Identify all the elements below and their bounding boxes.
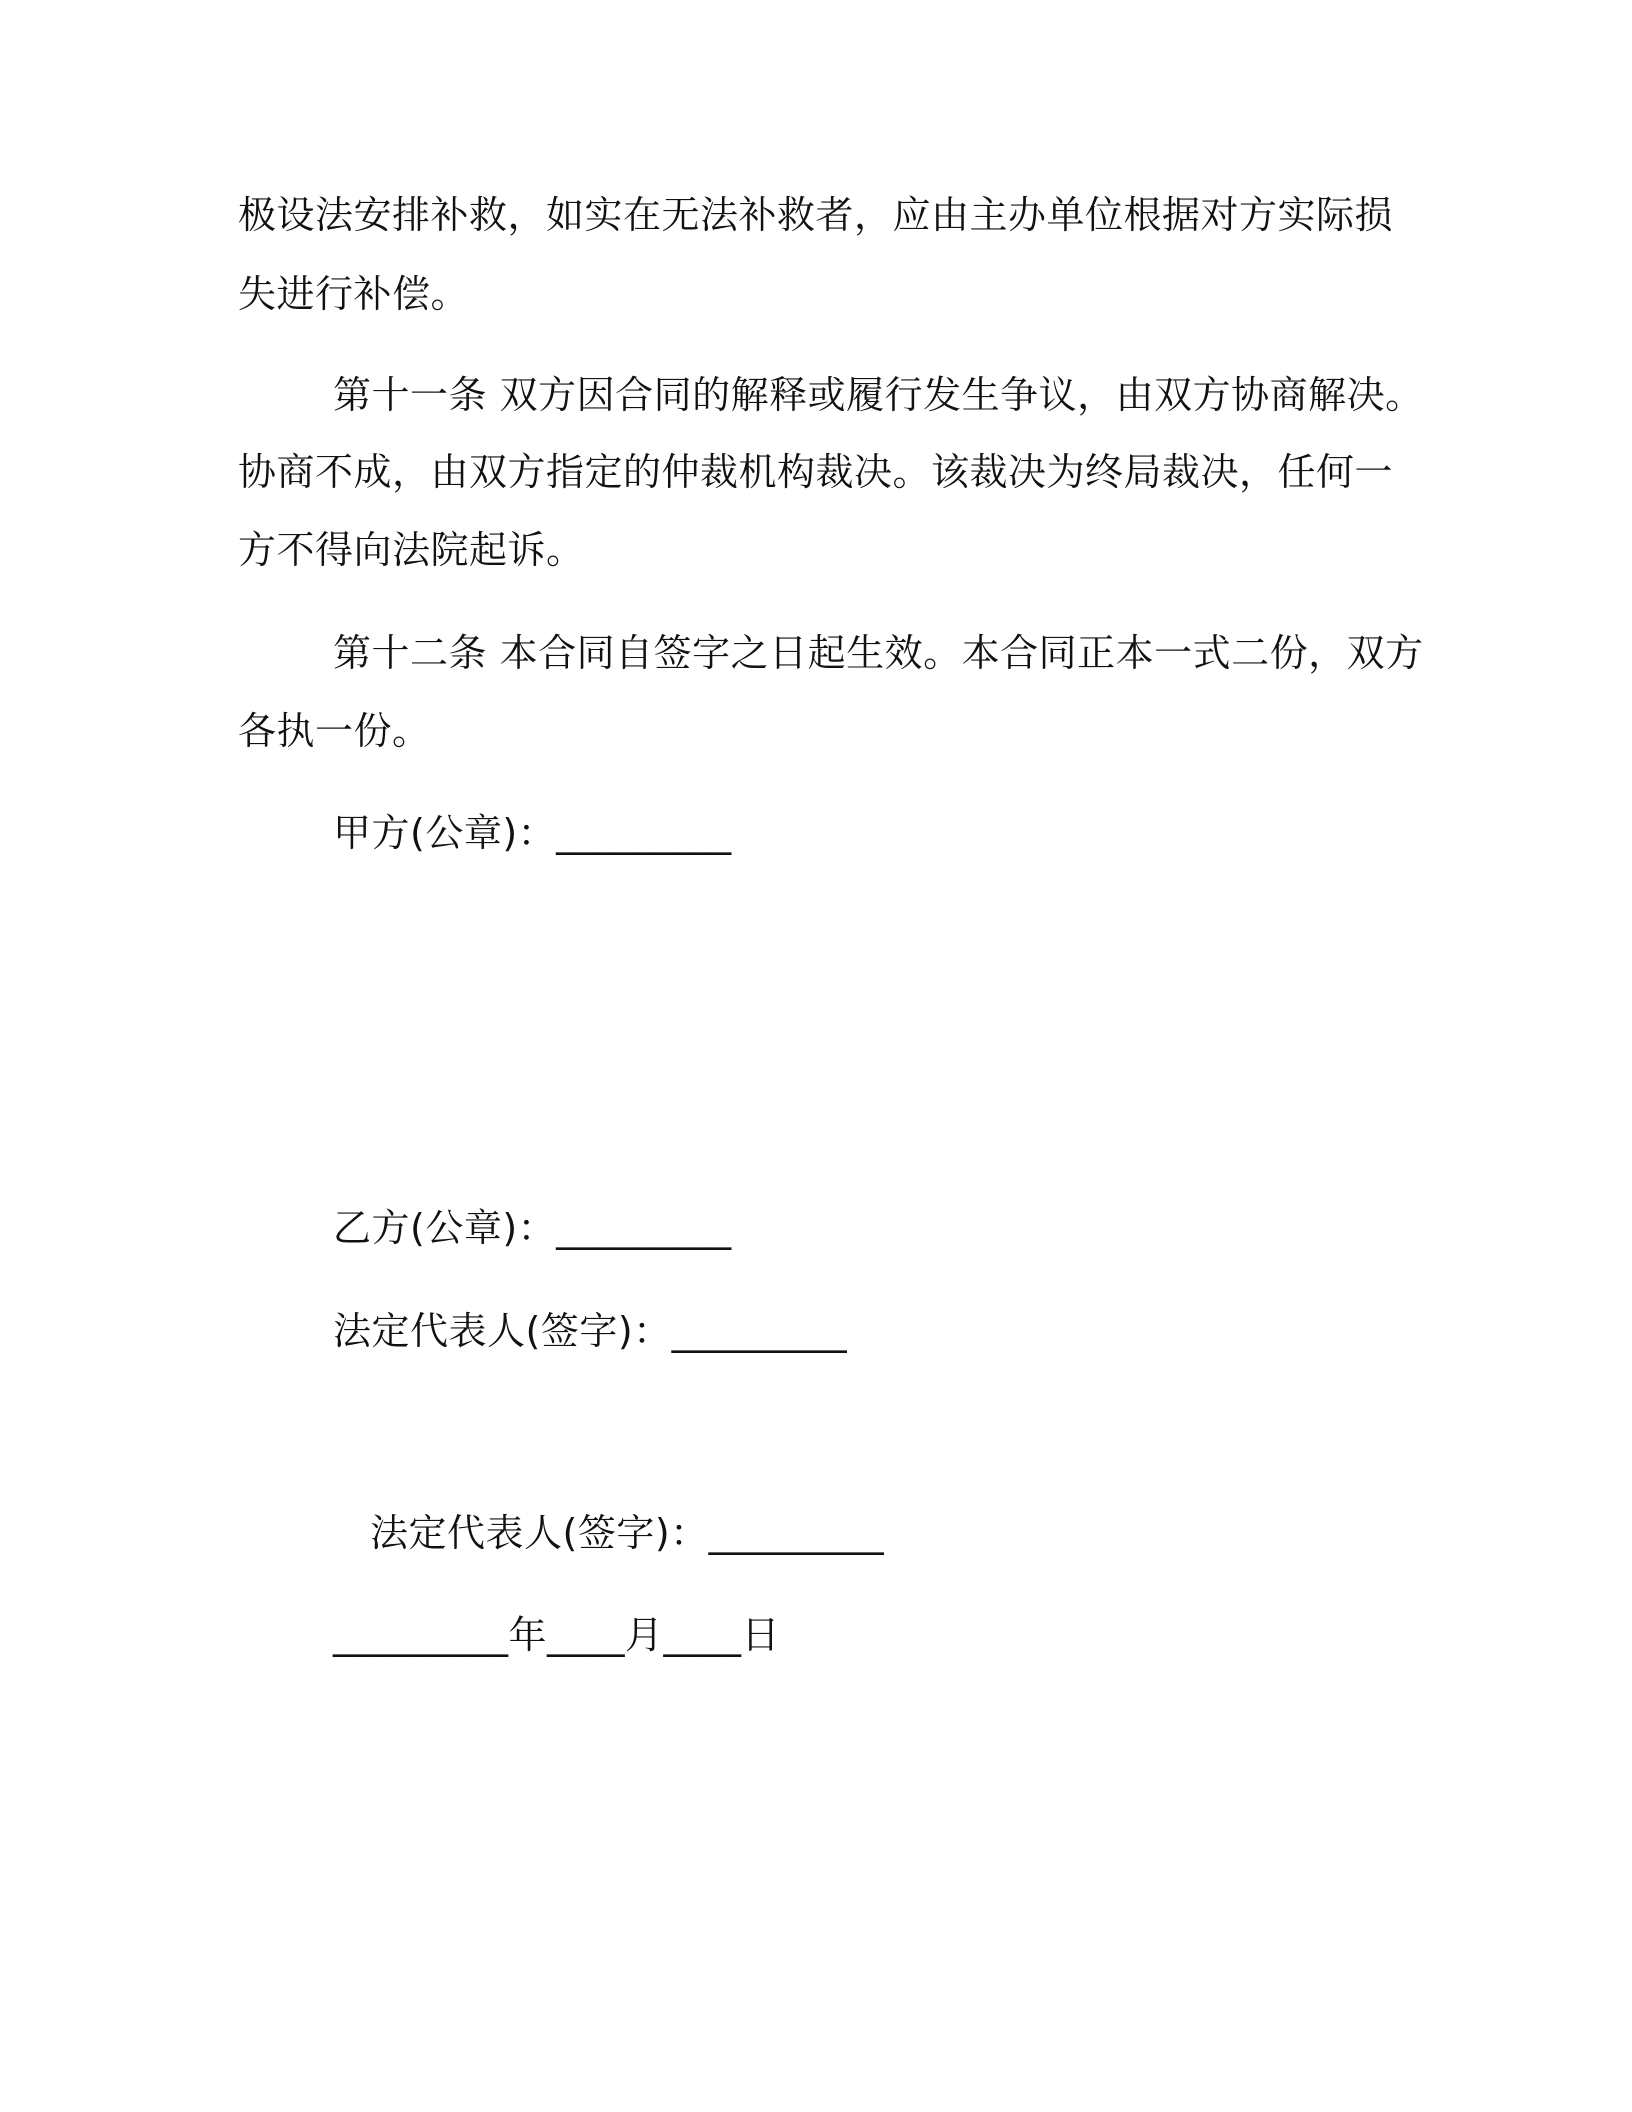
party-b-seal-line: 乙方(公章)：_________	[333, 1206, 732, 1250]
article-12-line-1: 第十二条 本合同自签字之日起生效。本合同正本一式二份，双方	[333, 631, 1424, 675]
article-11-line-2: 协商不成，由双方指定的仲裁机构裁决。该裁决为终局裁决，任何一	[238, 450, 1394, 494]
article-11-line-1: 第十一条 双方因合同的解释或履行发生争议，由双方协商解决。	[333, 373, 1424, 417]
article-11-line-3: 方不得向法院起诉。	[238, 528, 585, 572]
party-a-seal-line: 甲方(公章)：_________	[333, 811, 732, 855]
date-line: _________年____月____日	[333, 1613, 781, 1657]
legal-rep-signature-line-1: 法定代表人(签字)：_________	[333, 1309, 848, 1353]
article-12-line-2: 各执一份。	[238, 709, 431, 753]
paragraph-10-line-2: 失进行补偿。	[238, 272, 470, 316]
legal-rep-signature-line-2: 法定代表人(签字)：_________	[370, 1511, 885, 1555]
paragraph-10-line-1: 极设法安排补救，如实在无法补救者，应由主办单位根据对方实际损	[238, 193, 1394, 237]
